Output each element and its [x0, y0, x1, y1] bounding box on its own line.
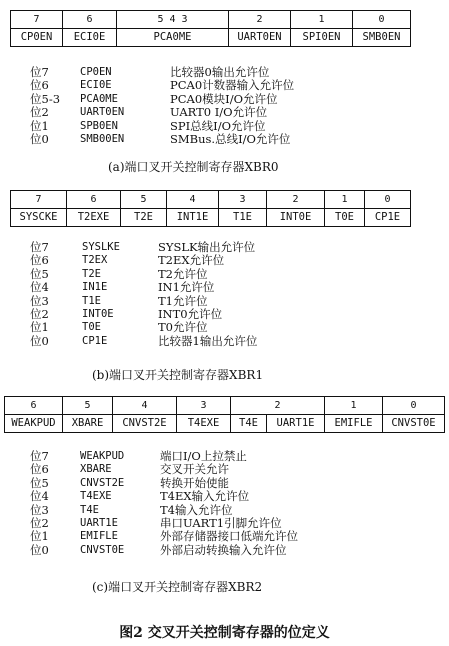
bit-name: XBARE [63, 415, 113, 433]
bit-index: 位5-3 [30, 91, 61, 106]
bit-number: 3 [219, 191, 267, 209]
bit-mnemonic: CNVST2E [80, 476, 125, 489]
bit-number: 6 [5, 397, 63, 415]
bit-name-row [5, 415, 445, 433]
bit-index: 位0 [30, 131, 49, 146]
definition-row [30, 477, 440, 490]
bit-description: SMBus.总线I/O允许位 [170, 131, 291, 146]
definition-row [30, 106, 430, 119]
bit-description: PCA0计数器输入允许位 [170, 78, 295, 93]
definition-row [30, 66, 430, 79]
definition-row [30, 79, 430, 92]
bit-name: SPI0EN [291, 29, 353, 47]
bit-number: 3 [177, 397, 231, 415]
bit-description: 串口UART1引脚允许位 [160, 515, 282, 530]
bit-mnemonic: CNVST0E [80, 543, 125, 556]
bit-number: 1 [291, 11, 353, 29]
bit-description: 比较器1输出允许位 [158, 333, 258, 348]
bit-name: SYSCKE [11, 209, 67, 227]
bit-index: 位1 [30, 118, 49, 133]
definition-row [30, 463, 440, 476]
definition-row [30, 93, 430, 106]
bit-number: 0 [365, 191, 411, 209]
bit-mnemonic: T2E [82, 267, 101, 280]
bit-definition-list-xbr1 [30, 241, 430, 348]
bit-description: PCA0模块I/O允许位 [170, 91, 278, 106]
bit-name: INT1E [167, 209, 219, 227]
bit-description: SPI总线I/O允许位 [170, 118, 266, 133]
definition-row [30, 120, 430, 133]
bit-mnemonic: INT0E [82, 307, 114, 320]
bit-number: 6 [67, 191, 121, 209]
bit-index: 位2 [30, 105, 49, 120]
bit-index: 位7 [30, 449, 49, 463]
bit-description: 外部启动转换输入允许位 [160, 542, 287, 557]
bit-name: T1E [219, 209, 267, 227]
bit-table-xbr0 [10, 10, 411, 47]
bit-name-row [11, 29, 411, 47]
definition-row [30, 241, 430, 254]
bit-mnemonic: CP0EN [80, 66, 112, 78]
bit-description: 比较器0输出允许位 [170, 65, 270, 79]
bit-description: T1允许位 [158, 293, 208, 308]
register-caption-xbr1: (b)端口叉开关控制寄存器XBR1 [92, 368, 264, 382]
bit-index: 位7 [30, 240, 49, 254]
bit-index: 位6 [30, 462, 49, 477]
bit-index: 位5 [30, 475, 49, 490]
bit-number: 4 [167, 191, 219, 209]
bit-mnemonic: SMB00EN [80, 132, 125, 145]
bit-name: UART1E [267, 415, 325, 433]
bit-mnemonic: UART1E [80, 516, 118, 529]
bit-index: 位1 [30, 320, 49, 335]
bit-description: T2允许位 [158, 266, 208, 281]
bit-number-row [5, 397, 445, 415]
bit-mnemonic: CP1E [82, 334, 108, 347]
bit-number: 5 [63, 397, 113, 415]
bit-description: 转换开始使能 [160, 475, 229, 490]
bit-index: 位1 [30, 529, 49, 544]
definition-row [30, 504, 440, 517]
bit-number: 2 [267, 191, 325, 209]
bit-index: 位2 [30, 515, 49, 530]
definition-row [30, 335, 430, 348]
bit-number: 2 [229, 11, 291, 29]
definition-row [30, 490, 440, 503]
bit-number: 6 [63, 11, 117, 29]
bit-description: SYSLK输出允许位 [158, 240, 256, 254]
bit-description: T2EX允许位 [158, 253, 225, 268]
definition-row [30, 530, 440, 543]
bit-table-xbr2 [4, 396, 445, 433]
bit-number-row [11, 191, 411, 209]
bit-index: 位6 [30, 253, 49, 268]
bit-mnemonic: T2EX [82, 254, 108, 267]
definition-row [30, 281, 430, 294]
bit-name: CP0EN [11, 29, 63, 47]
bit-mnemonic: T4E [80, 503, 99, 516]
definition-row [30, 321, 430, 334]
bit-index: 位6 [30, 78, 49, 93]
bit-mnemonic: T1E [82, 294, 101, 307]
bit-description: IN1允许位 [158, 280, 215, 295]
bit-mnemonic: T0E [82, 321, 101, 334]
bit-name: T2EXE [67, 209, 121, 227]
bit-definition-list-xbr0 [30, 66, 430, 146]
bit-number: 0 [353, 11, 411, 29]
definition-row [30, 308, 430, 321]
bit-index: 位7 [30, 65, 49, 79]
bit-index: 位0 [30, 333, 49, 348]
bit-number: 1 [325, 397, 383, 415]
bit-index: 位3 [30, 293, 49, 308]
bit-number: 7 [11, 191, 67, 209]
bit-index: 位0 [30, 542, 49, 557]
definition-row [30, 254, 430, 267]
bit-mnemonic: IN1E [82, 281, 108, 294]
bit-number: 0 [383, 397, 445, 415]
bit-description: INT0允许位 [158, 306, 223, 321]
bit-index: 位5 [30, 266, 49, 281]
definition-row [30, 544, 440, 557]
bit-name: UART0EN [229, 29, 291, 47]
bit-mnemonic: UART0EN [80, 106, 125, 119]
bit-description: T4输入允许位 [160, 502, 233, 517]
bit-mnemonic: SYSLKE [82, 241, 120, 253]
bit-mnemonic: SPB0EN [80, 119, 118, 132]
bit-definition-list-xbr2 [30, 450, 440, 557]
bit-name: SMB0EN [353, 29, 411, 47]
bit-description: T4EX输入允许位 [160, 489, 250, 504]
bit-name: CNVST0E [383, 415, 445, 433]
bit-number: 7 [11, 11, 63, 29]
bit-description: 交叉开关允许 [160, 462, 229, 477]
bit-description: T0允许位 [158, 320, 208, 335]
bit-name: INT0E [267, 209, 325, 227]
bit-name: CNVST2E [113, 415, 177, 433]
bit-name: EMIFLE [325, 415, 383, 433]
bit-description: 外部存储器接口低端允许位 [160, 529, 298, 544]
definition-row [30, 517, 440, 530]
bit-index: 位2 [30, 306, 49, 321]
figure-caption: 图2 交叉开关控制寄存器的位定义 [119, 625, 330, 641]
bit-description: UART0 I/O允许位 [170, 105, 268, 120]
register-caption-xbr2: (c)端口叉开关控制寄存器XBR2 [92, 580, 263, 594]
bit-number: 5 4 3 [117, 11, 229, 29]
bit-name: PCA0ME [117, 29, 229, 47]
bit-name: WEAKPUD [5, 415, 63, 433]
bit-description: 端口I/O上拉禁止 [160, 449, 247, 463]
bit-number: 5 [121, 191, 167, 209]
bit-number: 4 [113, 397, 177, 415]
bit-name: ECI0E [63, 29, 117, 47]
register-caption-xbr0: (a)端口叉开关控制寄存器XBR0 [108, 160, 279, 174]
definition-row [30, 133, 430, 146]
bit-index: 位3 [30, 502, 49, 517]
bit-name: CP1E [365, 209, 411, 227]
bit-number-row [11, 11, 411, 29]
bit-name: T4EXE [177, 415, 231, 433]
bit-mnemonic: T4EXE [80, 490, 112, 503]
bit-mnemonic: XBARE [80, 463, 112, 476]
bit-name: T4E [231, 415, 267, 433]
bit-name-row [11, 209, 411, 227]
bit-name: T0E [325, 209, 365, 227]
bit-number: 1 [325, 191, 365, 209]
bit-table-xbr1 [10, 190, 411, 227]
bit-mnemonic: WEAKPUD [80, 450, 125, 462]
bit-index: 位4 [30, 280, 49, 295]
definition-row [30, 450, 440, 463]
bit-mnemonic: EMIFLE [80, 530, 118, 543]
bit-index: 位4 [30, 489, 49, 504]
bit-mnemonic: ECI0E [80, 79, 112, 92]
bit-name: T2E [121, 209, 167, 227]
bit-number: 2 [231, 397, 325, 415]
definition-row [30, 295, 430, 308]
bit-mnemonic: PCA0ME [80, 92, 118, 105]
definition-row [30, 268, 430, 281]
